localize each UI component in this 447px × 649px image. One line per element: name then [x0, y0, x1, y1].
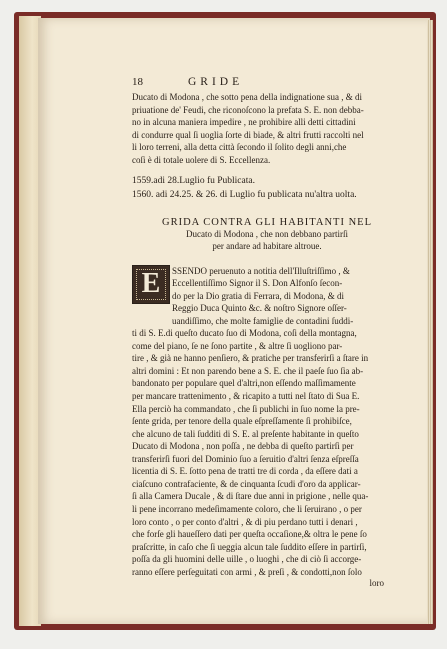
section-title: [132, 217, 402, 252]
decorated-initial: [132, 265, 170, 304]
initial-ornament: [136, 269, 166, 300]
text-line: Ducato di Modona , che sotto pena della indignatione sua , & di: [132, 92, 362, 102]
text-line: coſi è di totale uolere di S. Eccellenza.: [132, 154, 271, 165]
text-line: che forſe gli haueſſero dati per queſta occaſione,& oltra le pene ſo: [132, 529, 367, 540]
text-line: Reggio Duca Quinto &c. & noſtro Signore oſſer-: [172, 303, 347, 314]
title-line: per andare ad habitare altroue.: [212, 240, 322, 251]
text-line: poſſa da gli huomini delle uille , o luoghi , che di ciò ſi accorge-: [132, 554, 362, 565]
text-line: tire , & già ne hanno penſiero, & pratiche per transferirſi a ſtare in: [132, 353, 369, 364]
text-line: priuatione de' Feudi, che riconoſcono la prefata S. E. non debba-: [132, 104, 364, 115]
text-line: transferirſi fuori del Dominio ſuo a ſeruitio d'altri ſenza eſpreſſa: [132, 453, 359, 464]
text-line: uandiſſimo, che molte famiglie de contadini ſuddi-: [172, 315, 354, 326]
page-content: [132, 76, 402, 588]
text-line: ranno eſſere perſeguitati con armi , & preſi , & condotti,non ſolo: [132, 566, 362, 577]
text-line: li loro terreni, alla detta città ſecondo il ſolito degli anni,che: [132, 142, 347, 153]
publication-date: 1560. adi 24.25. & 26. di Luglio fu publicata nu'altra uolta.: [132, 189, 357, 200]
page-stack-edge: [427, 20, 433, 624]
text-line: loro conto , o per conto d'altri , & di piu perdano tutti i denari ,: [132, 516, 358, 527]
text-line: ſente grida, per tenore della quale eſpreſſamente ſi prohibiſce,: [132, 416, 352, 427]
text-line: di condurre qual ſi uoglia ſorte di biade, & altri frutti raccolti nel: [132, 129, 364, 140]
text-line: do per la Dio gratia di Ferrara, di Modona, & di: [172, 290, 344, 301]
page-number: 18: [132, 76, 143, 88]
text-line: SSENDO peruenuto a notitia dell'Illuſtriſſimo , &: [172, 265, 350, 276]
text-line: ſi alla Camera Ducale , & di ſtare due anni in prigione , nelle qua-: [132, 491, 369, 502]
text-line: praſcritte, in caſo che ſi ueggia alcun tale ſuddito eſſere in partirſi,: [132, 541, 367, 552]
text-line: Eccellentiſſimo Signor il S. Don Alfonſo ſecon-: [172, 278, 343, 289]
title-line: GRIDA CONTRA GLI HABITANTI NEL: [162, 216, 372, 228]
text-line: Ducato di Modona , non poſſa , ne debba di queſto partirſi per: [132, 441, 354, 452]
text-line: per mancare trattenimento , & ricapito a tutti nel ſtato di Sua E.: [132, 391, 360, 402]
publication-date: 1559.adi 28.Luglio fu Publicata.: [132, 175, 255, 186]
text-line: ciaſcuno contrafaciente, & de cinquanta ſcudi d'oro da applicar-: [132, 478, 361, 489]
text-line: licentia di S. E. ſotto pena de tratti tre di corda , da eſſere dati a: [132, 466, 358, 477]
catchword: loro: [369, 578, 384, 589]
text-line: altri domini : Et non parendo bene a S. E. che il paeſe ſuo ſia ab-: [132, 365, 364, 376]
initial-letter: E: [141, 268, 161, 300]
continuation-paragraph: [132, 91, 402, 167]
decree-body: [132, 265, 402, 589]
publication-dates: [132, 174, 402, 202]
text-line: che alcuno de tali ſudditi di S. E. al preſente habitante in queſto: [132, 428, 359, 439]
running-title: GRIDE: [188, 76, 244, 88]
text-line: come del piano, ſe ne ſono partite , & altre ſi uogliono par-: [132, 340, 343, 351]
text-line: no in alcuna maniera impedire , ne prohibire alli detti cittadini: [132, 117, 356, 128]
text-line: li pene incorrano medeſimamente coloro, che li ſeruirano , o per: [132, 503, 362, 514]
text-line: Ella perciò ha commandato , che ſi publichi in ſuo nome la pre-: [132, 403, 360, 414]
title-line: Ducato di Modona , che non debbano partirſi: [186, 228, 348, 239]
text-line: ti di S. E.di queſto ducato ſuo di Modona, coſi della montagna,: [132, 328, 357, 339]
page-header: [132, 76, 402, 88]
text-line: bandonato per populare quel d'altri,non eſſendo maſſimamente: [132, 378, 356, 389]
